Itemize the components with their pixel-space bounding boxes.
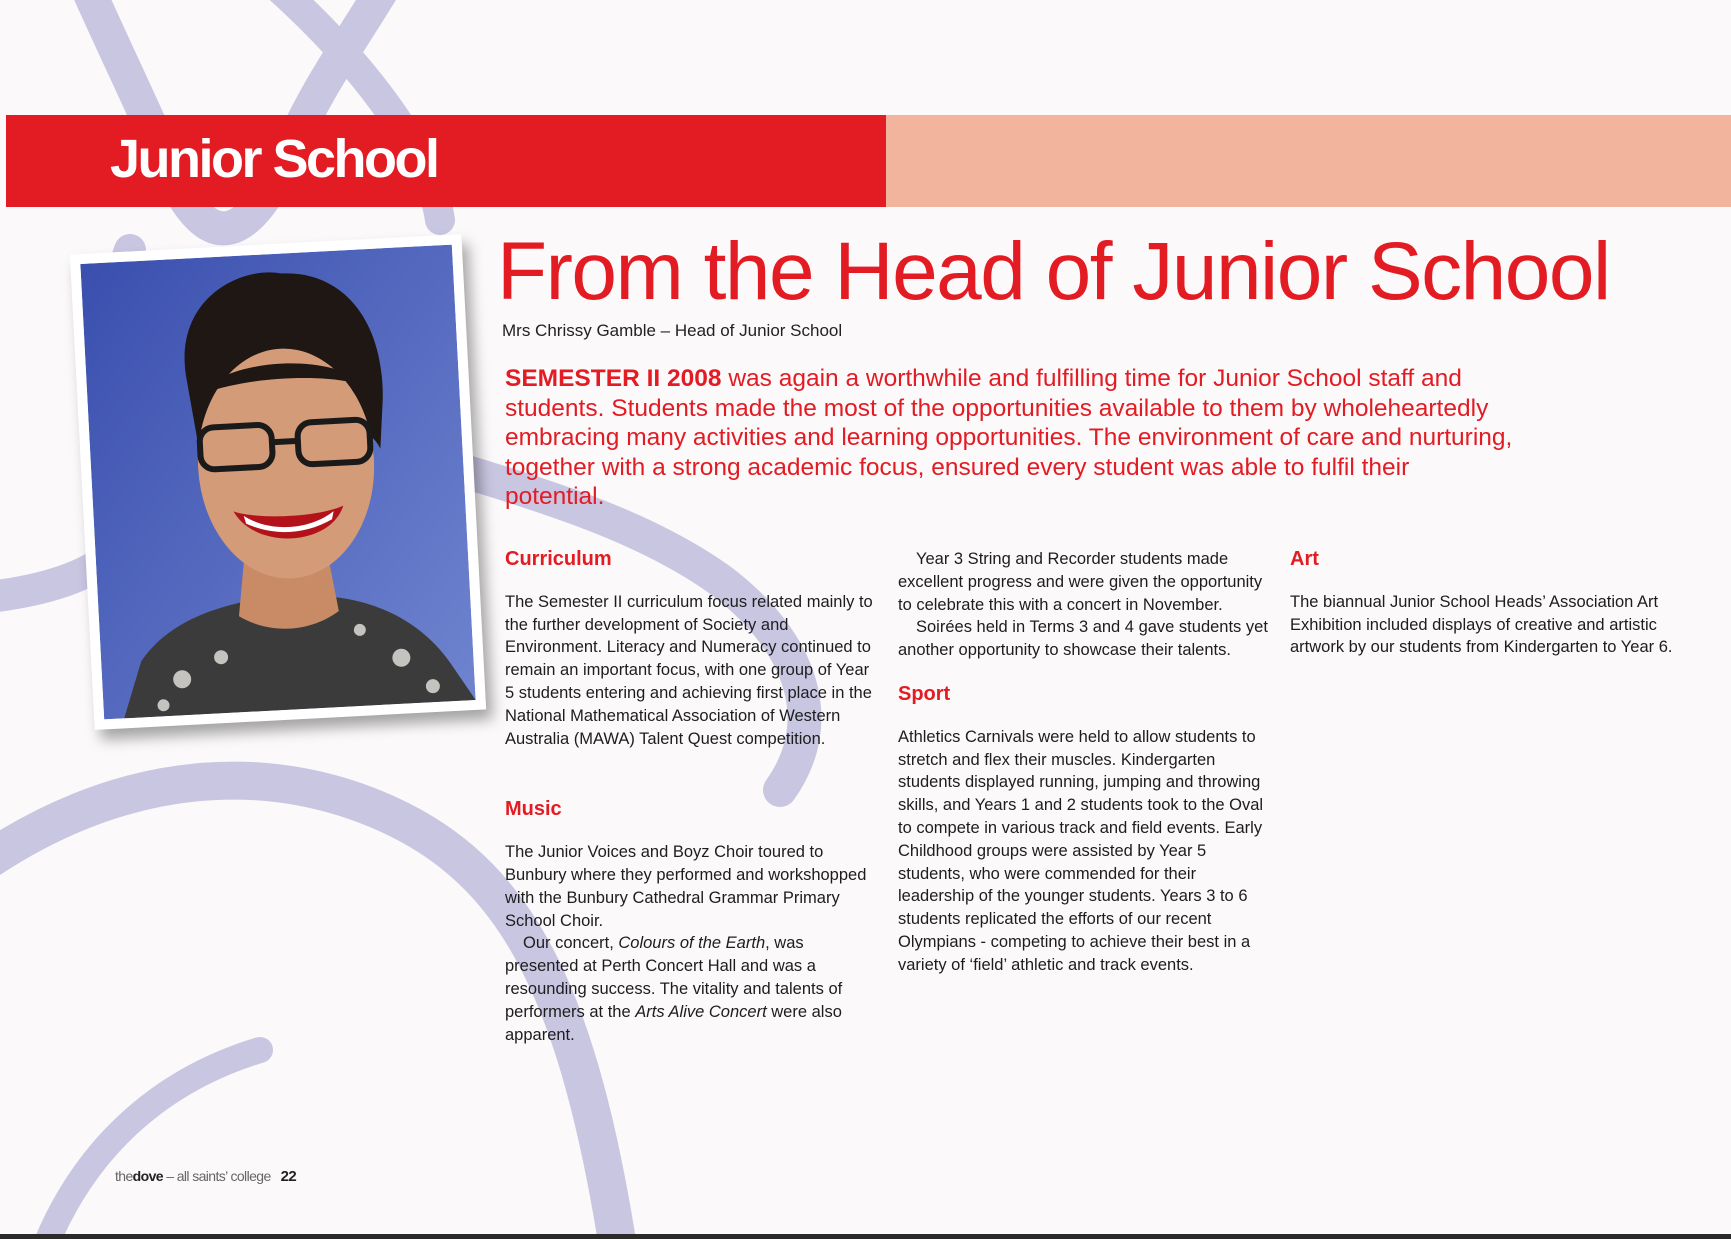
music-paragraph-1: The Junior Voices and Boyz Choir toured to Bunbury where they performed and workshopped with the Bunbury Cathedral Grammar Primary School Choir. bbox=[505, 843, 867, 930]
swirl-bottom-left bbox=[40, 1050, 260, 1239]
concert-title-arts-alive: Arts Alive Concert bbox=[635, 1002, 767, 1021]
art-body: The biannual Junior School Heads’ Association Art Exhibition included displays of creative and artistic artwork by our students from Kindergarten to Year 6. bbox=[1290, 592, 1673, 657]
article-title: From the Head of Junior School bbox=[497, 226, 1610, 317]
music-p2-text-b: , was presented at Perth Concert Hall and was a resounding success. The vitality and talents of performers at the bbox=[505, 934, 843, 1021]
concert-title-colours: Colours of the Earth bbox=[618, 934, 766, 953]
page-number: 22 bbox=[280, 1168, 297, 1185]
sport-body: Athletics Carnivals were held to allow students to stretch and flex their muscles. Kindergarten students displayed running, jumping and throwing skills, and Years 1 and 2 students took to the Oval to compete in various track and field events. Early Childhood groups were assisted by Year 5 students, who were commended for their leadership of the younger students. Years 3 to 6 students replicated the efforts of our recent Olympians - competing to achieve their best in a variety of ‘field’ athletic and track events. bbox=[898, 727, 1264, 974]
intro-paragraph bbox=[505, 364, 1515, 512]
intro-lead: SEMESTER II 2008 bbox=[505, 365, 722, 392]
footer-college: – all saints’ college bbox=[162, 1168, 271, 1184]
curriculum-body: The Semester II curriculum focus related mainly to the further development of Society and Environment. Literacy and Numeracy continued to remain an important focus, with one group of Year 5 students entering and achieving first place in the National Mathematical Association of Western Australia (MAWA) Talent Quest competition. bbox=[505, 592, 873, 748]
column-2 bbox=[898, 548, 1270, 977]
bottom-edge-rule bbox=[0, 1234, 1731, 1239]
footer-the: the bbox=[115, 1168, 133, 1184]
art-heading: Art bbox=[1290, 548, 1319, 570]
music-p2-text-c: were also apparent. bbox=[505, 1002, 842, 1044]
music-paragraph-4: Soirées held in Terms 3 and 4 gave students yet another opportunity to showcase their talents. bbox=[898, 618, 1268, 660]
music-p2-text-a: Our concert, bbox=[523, 934, 619, 953]
intro-text: was again a worthwhile and fulfilling time for Junior School staff and students. Students made the most of the opportunities available to them by wholeheartedly embracing many activities and learning opportunities. The environment of care and nurturing, together with a strong academic focus, ensured every student was able to fulfil their potential. bbox=[505, 365, 1513, 510]
column-1 bbox=[505, 548, 880, 1046]
music-paragraph-3: Year 3 String and Recorder students made excellent progress and were given the opportunity to celebrate this with a concert in November. bbox=[898, 550, 1263, 614]
author-byline: Mrs Chrissy Gamble – Head of Junior School bbox=[502, 321, 843, 340]
page-footer bbox=[115, 1168, 296, 1185]
music-heading: Music bbox=[505, 798, 562, 821]
column-3 bbox=[1290, 548, 1675, 659]
sport-heading: Sport bbox=[898, 682, 951, 705]
music-paragraph-2 bbox=[505, 932, 880, 1046]
footer-brand: dove bbox=[132, 1168, 163, 1184]
header-accent-band bbox=[886, 115, 1731, 207]
portrait-photo bbox=[80, 245, 475, 720]
portrait-photo-frame bbox=[70, 234, 486, 730]
curriculum-heading: Curriculum bbox=[505, 548, 612, 570]
section-label: Junior School bbox=[110, 129, 438, 189]
